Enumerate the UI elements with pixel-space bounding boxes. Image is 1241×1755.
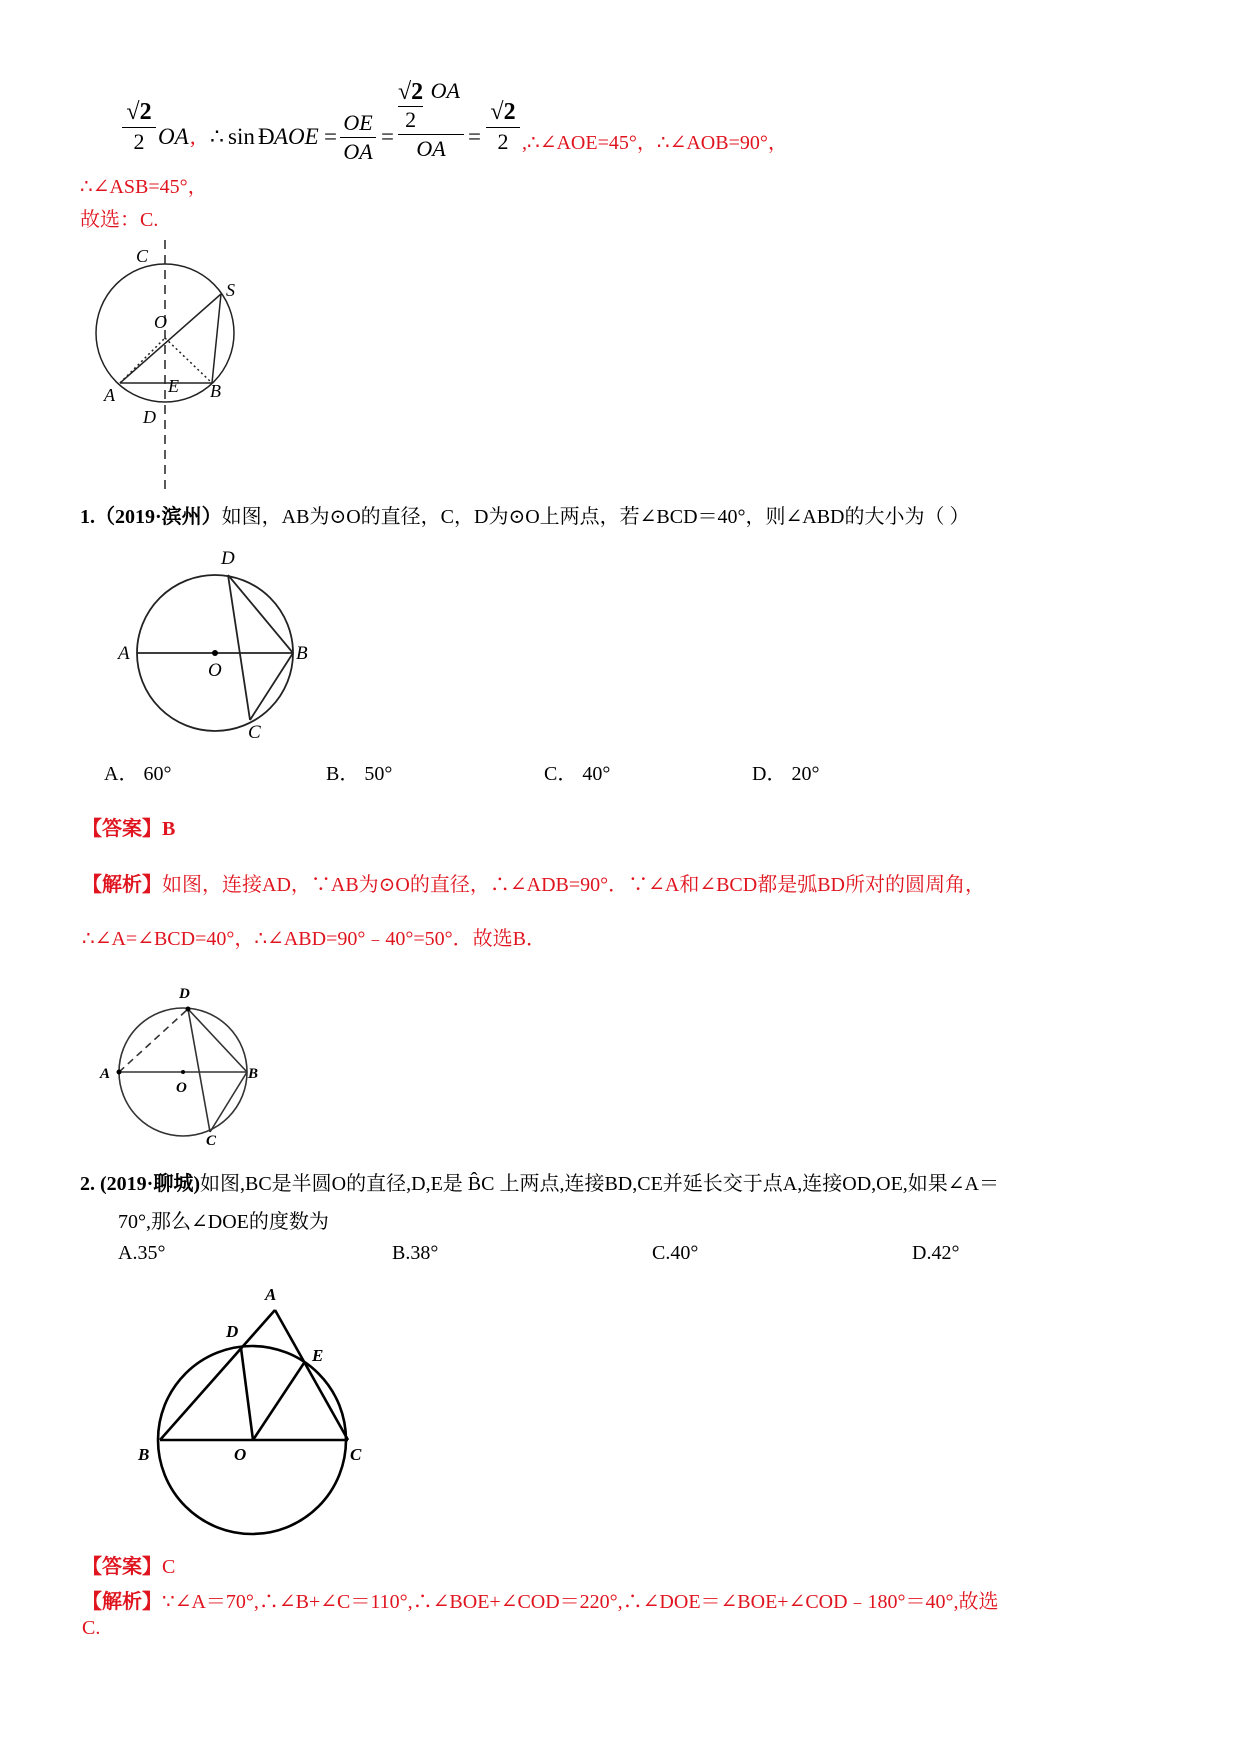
option-c[interactable]: C． 40° xyxy=(544,763,611,785)
option-a[interactable]: A． 60° xyxy=(104,763,172,785)
label-c: C xyxy=(248,722,261,743)
analysis-tag: 【解析】 xyxy=(82,1591,162,1613)
question-1-answer xyxy=(82,812,175,841)
question-number: 2. xyxy=(80,1173,95,1195)
label-a: A xyxy=(100,1066,111,1082)
label-o: O xyxy=(208,660,222,681)
question-1-analysis-line-2: ∴∠A=∠BCD=40°，∴∠ABD=90°﹣40°=50°．故选B． xyxy=(82,928,546,950)
label-s: S xyxy=(226,280,235,300)
question-2-analysis-line-2: C. xyxy=(82,1617,101,1639)
question-stem: 如图，AB为⊙O的直径，C，D为⊙O上两点，若∠BCD＝40°，则∠ABD的大小为（ ） xyxy=(221,506,970,528)
question-stem: 如图,BC是半圆O的直径,D,E是 B̂C 上两点,连接BD,CE并延长交于点A,连接OD,OE,如果∠A＝ xyxy=(200,1173,999,1195)
fraction-sqrt2-over-2 xyxy=(122,100,156,153)
aoe-label: AOE xyxy=(274,124,319,149)
equals-1: = xyxy=(324,124,337,149)
label-o: O xyxy=(234,1445,247,1464)
sin-function: sin xyxy=(228,124,255,149)
label-d: D xyxy=(226,1322,239,1341)
label-d: D xyxy=(179,986,190,1002)
label-d: D xyxy=(221,548,235,569)
option-c[interactable]: C.40° xyxy=(652,1242,699,1264)
comma: , xyxy=(190,124,196,149)
label-c: C xyxy=(136,246,149,266)
question-1-analysis-line-1: 【解析】如图，连接AD，∵AB为⊙O的直径，∴∠ADB=90°．∵∠A和∠BCD都是弧BD所对的圆周角， xyxy=(82,874,985,896)
question-source: (2019·聊城) xyxy=(100,1173,200,1195)
label-a: A xyxy=(265,1285,277,1304)
question-2-analysis-line-1: 【解析】∵∠A＝70°,∴∠B+∠C＝110°,∴∠BOE+∠COD＝220°,∴∠DOE＝∠BOE+∠COD﹣180°＝40°,故选 xyxy=(82,1591,999,1613)
label-e: E xyxy=(312,1346,324,1365)
answer-value: B xyxy=(162,818,176,840)
label-c: C xyxy=(350,1445,362,1464)
question-1-figure xyxy=(110,545,320,745)
option-b[interactable]: B.38° xyxy=(392,1242,439,1264)
label-a: A xyxy=(118,643,130,664)
angle-glyph: Ð xyxy=(258,124,275,149)
question-1-stem-line xyxy=(80,500,970,529)
option-d[interactable]: D． 20° xyxy=(752,763,820,785)
oa-term: OA xyxy=(158,124,189,149)
question-2-figure xyxy=(120,1270,380,1540)
label-b: B xyxy=(138,1445,150,1464)
equals-3: = xyxy=(468,124,481,149)
answer-tag: 【答案】 xyxy=(82,1556,162,1578)
equals-2: = xyxy=(381,124,394,149)
sqrt2-numerator: √2 xyxy=(126,99,152,125)
label-a: A xyxy=(104,385,115,405)
option-b[interactable]: B． 50° xyxy=(326,763,393,785)
label-b: B xyxy=(210,381,221,401)
option-a[interactable]: A.35° xyxy=(118,1242,166,1264)
conclusion-aoe-aob: ,∴∠AOE=45°，∴∠AOB=90°， xyxy=(522,132,788,154)
question-2-answer xyxy=(82,1550,175,1579)
answer-tag: 【答案】 xyxy=(82,818,162,840)
label-o: O xyxy=(176,1080,187,1096)
fraction-oe-over-oa: OE OA xyxy=(340,112,376,163)
therefore-symbol: ∴ xyxy=(210,124,224,149)
label-o: O xyxy=(154,312,167,332)
question-1-solution-figure xyxy=(90,975,290,1145)
question-number: 1. xyxy=(80,506,95,528)
question-2-stem-line-2: 70°,那么∠DOE的度数为 xyxy=(118,1211,329,1233)
analysis-tag: 【解析】 xyxy=(82,874,162,896)
result-fraction: √2 2 xyxy=(486,100,520,153)
label-e: E xyxy=(168,376,179,396)
denominator: 2 xyxy=(133,129,145,154)
choice-c-conclusion: 故选：C. xyxy=(80,209,159,231)
option-d[interactable]: D.42° xyxy=(912,1242,960,1264)
label-c: C xyxy=(206,1133,217,1145)
label-d: D xyxy=(143,407,156,427)
question-2-stem-line-1 xyxy=(80,1167,999,1196)
conclusion-asb: ∴∠ASB=45°， xyxy=(80,176,208,198)
label-b: B xyxy=(296,643,308,664)
compound-fraction: $\frac{√2}{2}$ OA OA xyxy=(398,80,464,160)
circle-figure-ascbd xyxy=(90,240,260,490)
answer-value: C xyxy=(162,1556,176,1578)
question-source: （2019·滨州） xyxy=(95,506,222,528)
label-b: B xyxy=(248,1066,259,1082)
